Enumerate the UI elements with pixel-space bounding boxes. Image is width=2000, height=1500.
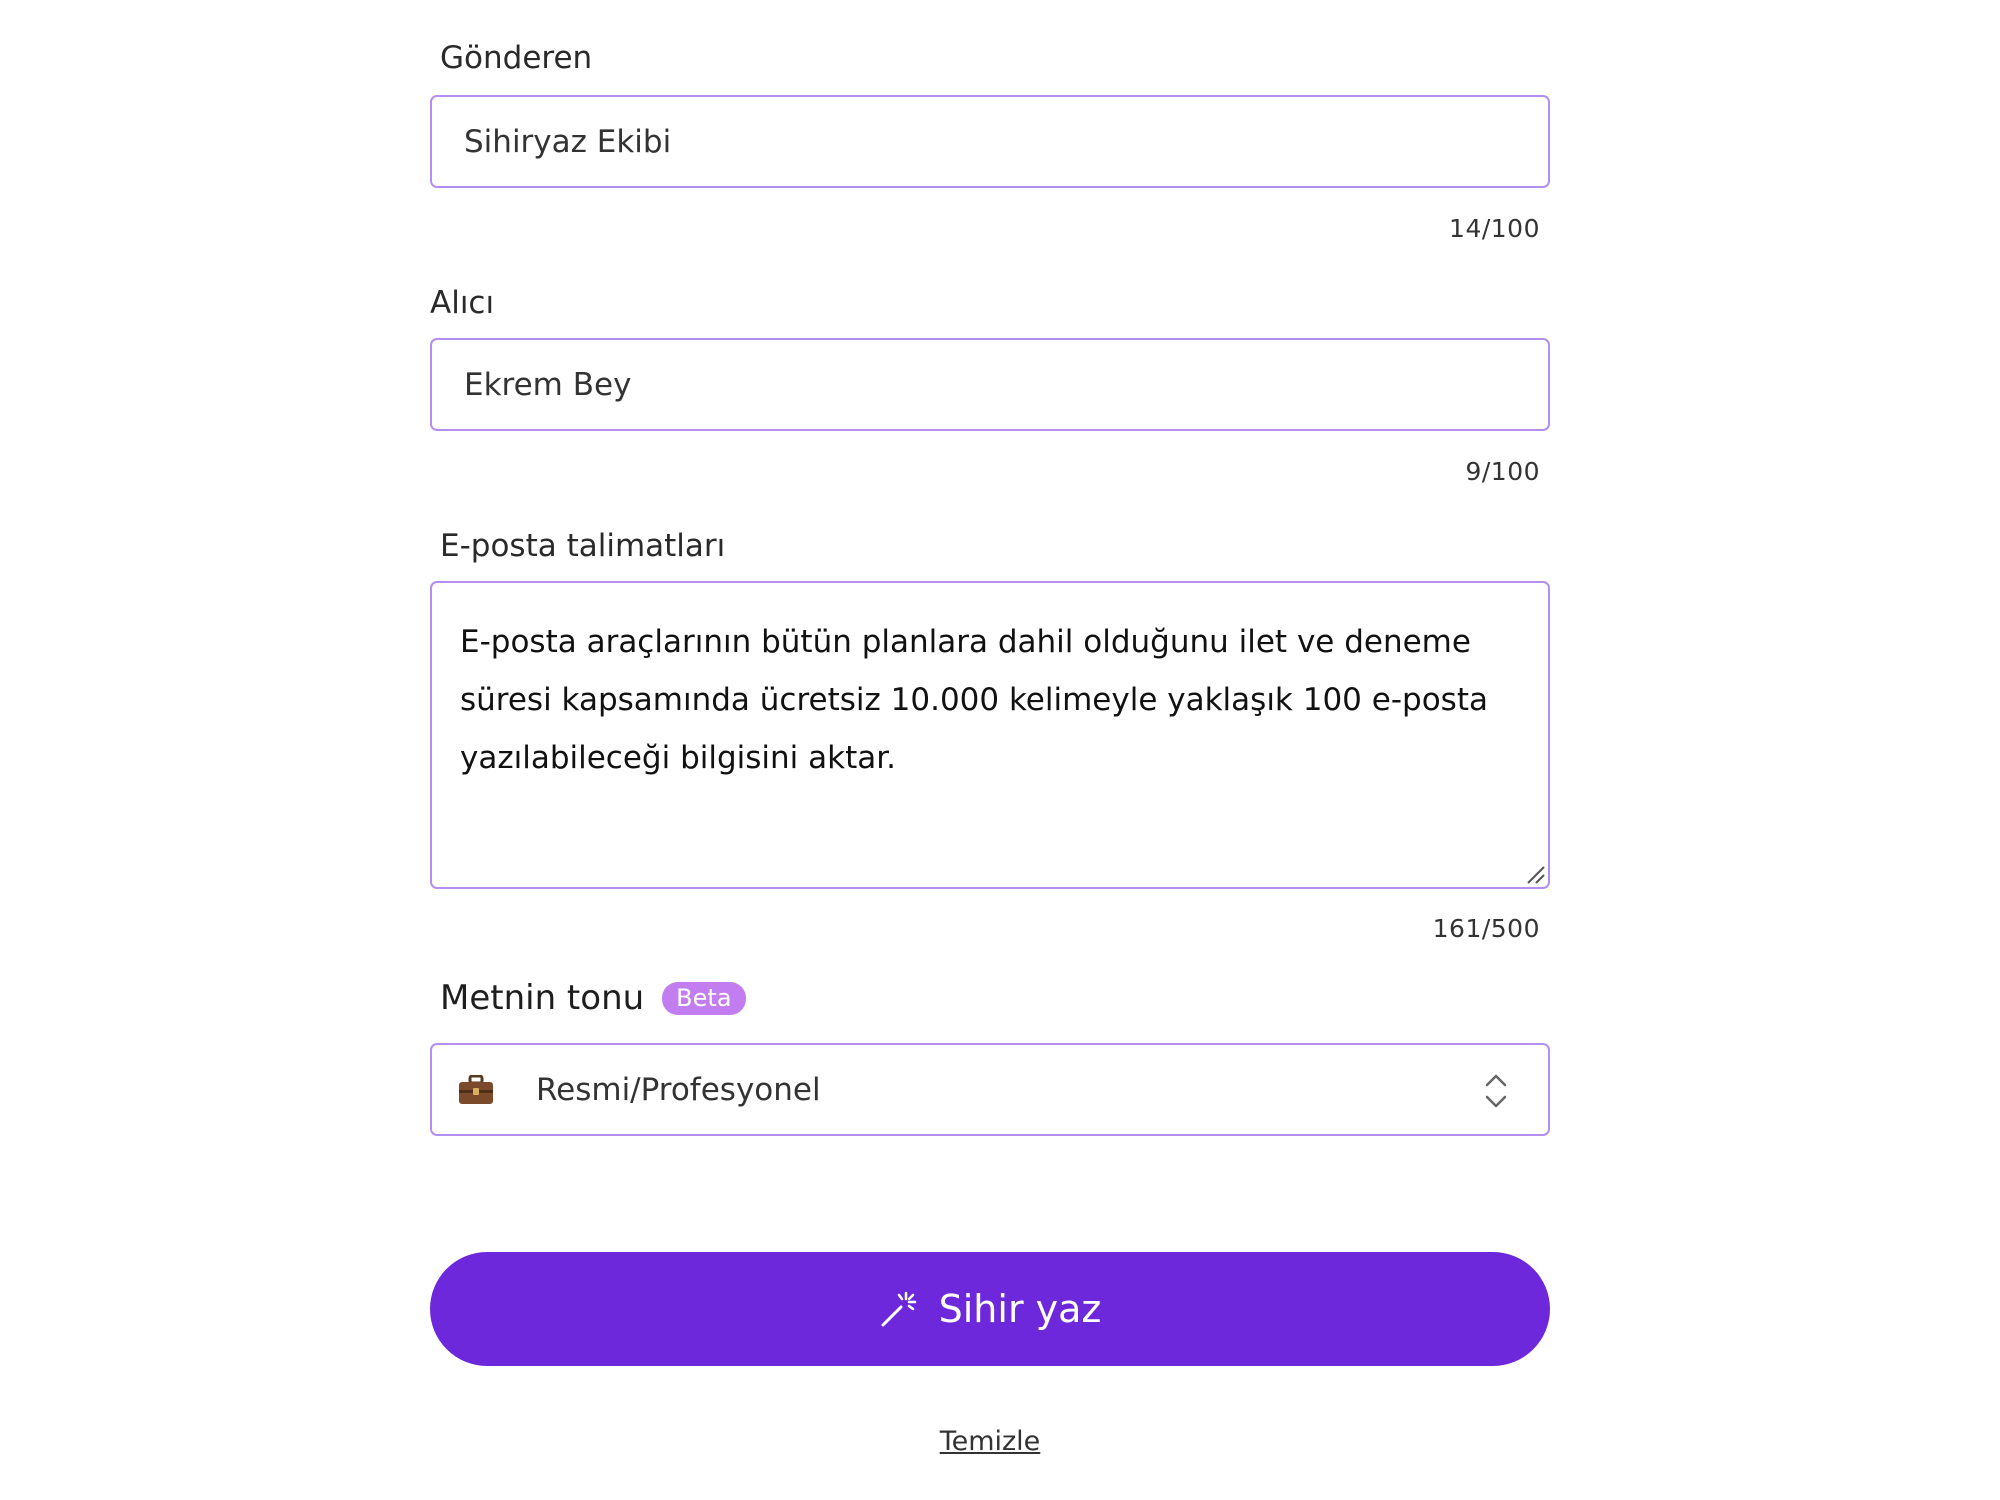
email-form [430, 0, 1550, 1500]
sender-counter: 14/100 [1449, 214, 1540, 243]
recipient-field-box[interactable] [430, 338, 1550, 431]
instructions-text[interactable]: E-posta araçlarının bütün planlara dahil olduğunu ilet ve deneme süresi kapsamında ücretsiz 10.000 kelimeyle yaklaşık 100 e-posta yazılabileceği bilgisini aktar. [460, 624, 1488, 776]
magic-write-button[interactable] [430, 1252, 1550, 1366]
briefcase-icon [458, 1075, 494, 1105]
sender-input[interactable] [432, 97, 1548, 186]
chevron-up-down-icon [1484, 1071, 1508, 1111]
instructions-label: E-posta talimatları [440, 528, 726, 564]
beta-badge: Beta [662, 982, 745, 1015]
tone-select[interactable] [430, 1043, 1550, 1136]
sender-label: Gönderen [440, 40, 593, 76]
instructions-textarea[interactable] [430, 581, 1550, 889]
recipient-counter: 9/100 [1465, 457, 1540, 486]
tone-header [440, 978, 746, 1018]
clear-link[interactable]: Temizle [939, 1426, 1041, 1457]
magic-wand-icon [879, 1289, 919, 1329]
instructions-counter: 161/500 [1432, 914, 1540, 943]
recipient-input[interactable] [432, 340, 1548, 429]
magic-write-label: Sihir yaz [938, 1287, 1102, 1331]
resize-handle-icon[interactable] [1524, 863, 1546, 885]
tone-label: Metnin tonu [440, 978, 645, 1018]
tone-selected-value: Resmi/Profesyonel [536, 1071, 821, 1108]
sender-field-box[interactable] [430, 95, 1550, 188]
recipient-label: Alıcı [430, 285, 495, 321]
